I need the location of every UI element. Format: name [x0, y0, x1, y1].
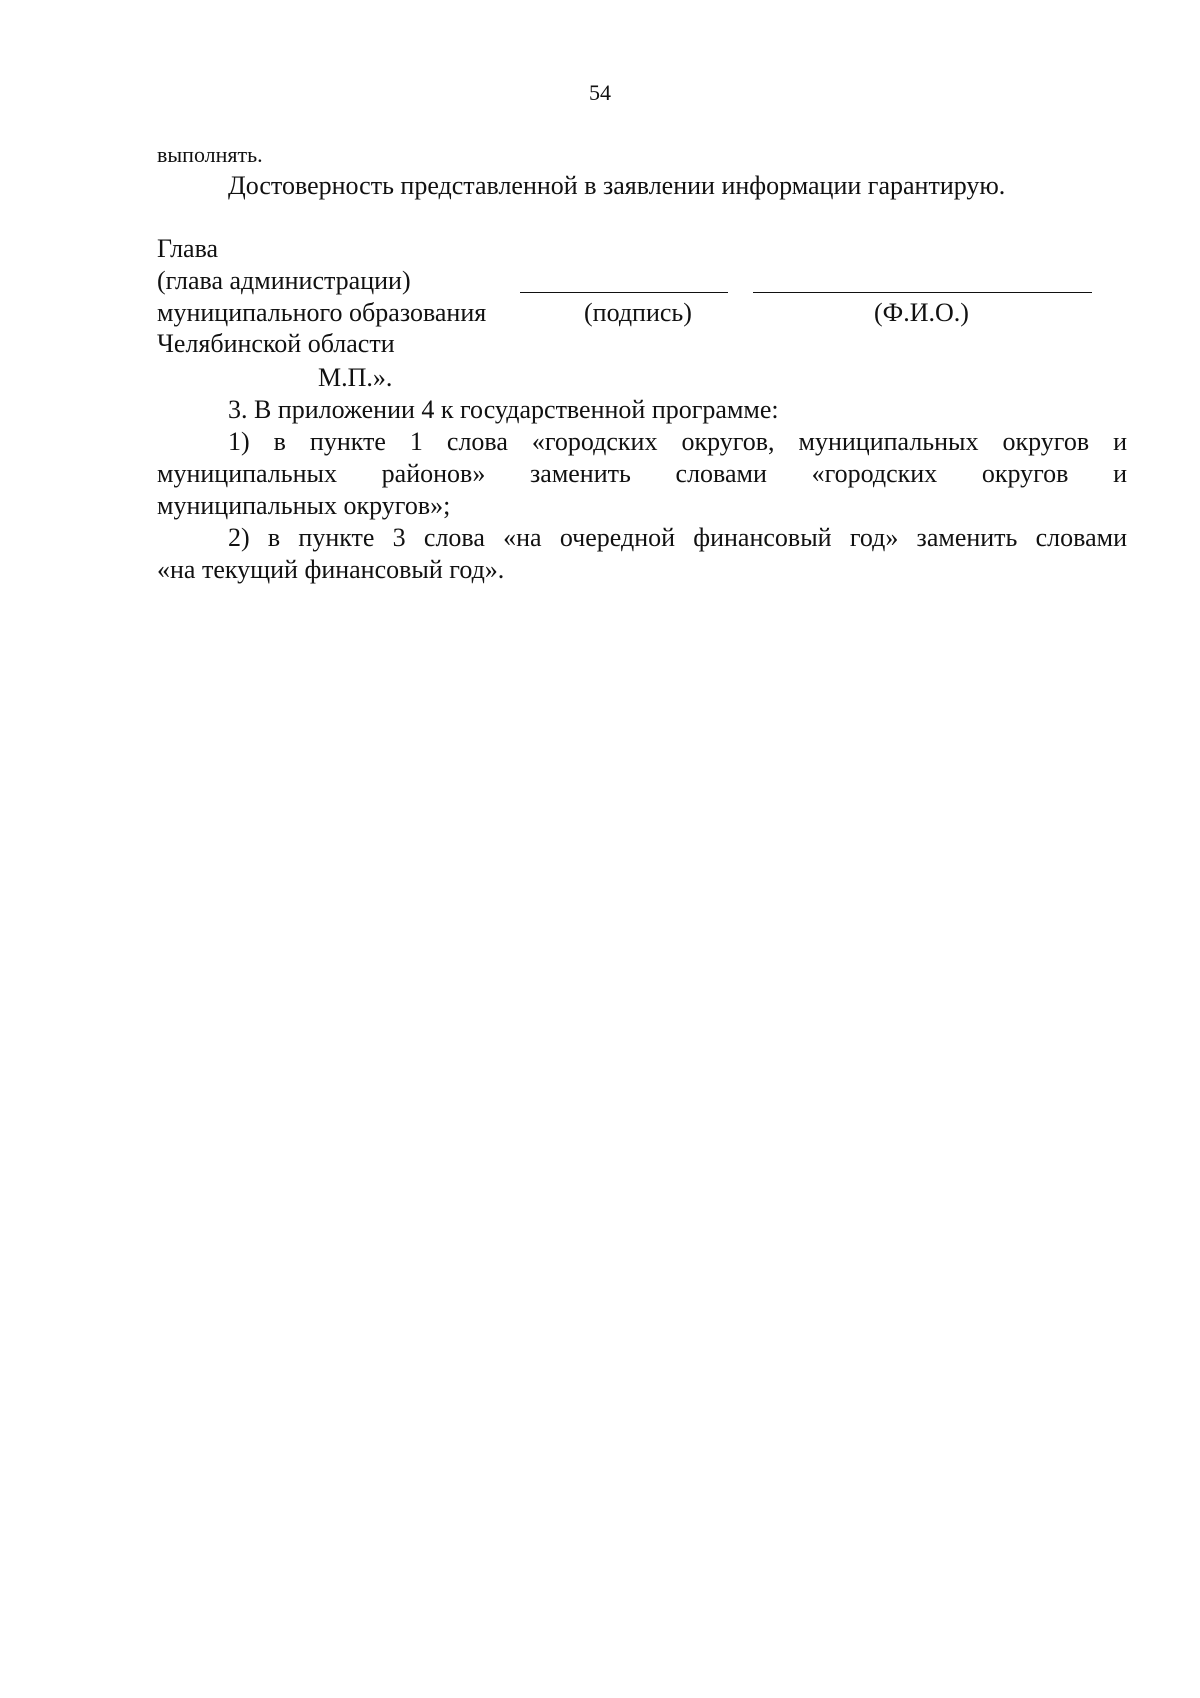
- signatory-title-line2: (глава администрации): [157, 266, 411, 295]
- name-caption: (Ф.И.О.): [874, 298, 969, 327]
- amendment-sub1-line1: 1) в пункте 1 слова «городских округов, муниципальных округов и: [228, 427, 1127, 456]
- amendment-item-3: 3. В приложении 4 к государственной программе:: [228, 395, 779, 424]
- signatory-title-line1: Глава: [157, 234, 219, 263]
- signatory-title-line3: муниципального образования: [157, 298, 487, 327]
- carry-over-text: выполнять.: [157, 142, 263, 167]
- signature-line: [520, 292, 728, 293]
- seal-mark: М.П.».: [318, 363, 393, 392]
- signatory-title-line4: Челябинской области: [157, 329, 395, 358]
- amendment-sub2-line2: «на текущий финансовый год».: [157, 555, 505, 584]
- signature-caption: (подпись): [584, 298, 692, 327]
- amendment-sub2-line1: 2) в пункте 3 слова «на очередной финансовый год» заменить словами: [228, 523, 1127, 552]
- guarantee-statement: Достоверность представленной в заявлении информации гарантирую.: [228, 171, 1006, 200]
- name-line: [753, 292, 1092, 293]
- amendment-sub1-line2: муниципальных районов» заменить словами «городских округов и: [157, 459, 1127, 488]
- page-number: 54: [589, 80, 611, 105]
- amendment-sub1-line3: муниципальных округов»;: [157, 491, 451, 520]
